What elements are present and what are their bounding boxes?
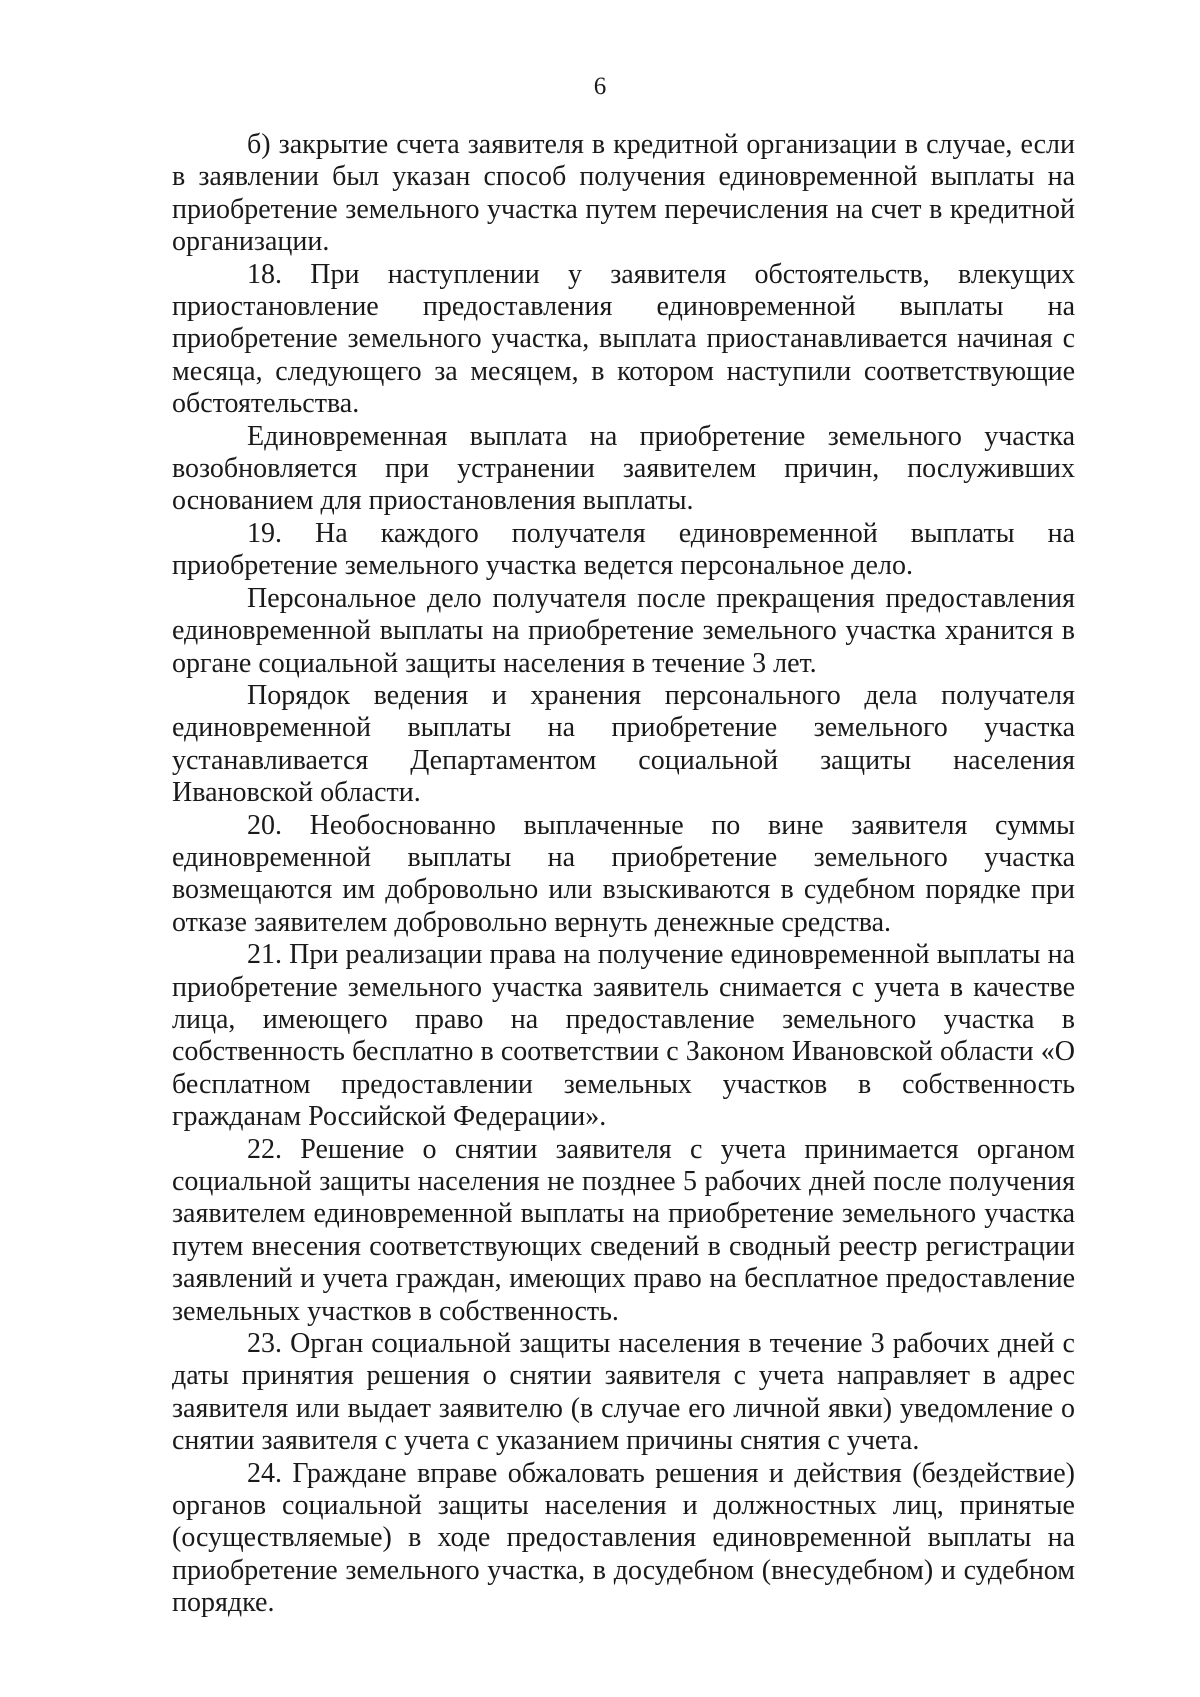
paragraph-22: 22. Решение о снятии заявителя с учета принимается органом социальной защиты населения не позднее 5 рабочих дней после получения заявителем единовременной выплаты на приобретение земельного участка путем внесения соответствующих сведений в сводный реестр регистрации заявлений и учета граждан, имеющих право на бесплатное предоставление земельных участков в собственность. (172, 1133, 1075, 1327)
paragraph-18: 18. При наступлении у заявителя обстоятельств, влекущих приостановление предоставления единовременной выплаты на приобретение земельного участка, выплата приостанавливается начиная с месяца, следующего за месяцем, в котором наступили соответствующие обстоятельства. (172, 258, 1075, 420)
paragraph-19-storage: Персональное дело получателя после прекращения предоставления единовременной выплаты на приобретение земельного участка хранится в органе социальной защиты населения в течение 3 лет. (172, 582, 1075, 679)
page-number: 6 (593, 73, 607, 100)
paragraph-23: 23. Орган социальной защиты населения в течение 3 рабочих дней с даты принятия решения о снятии заявителя с учета направляет в адрес заявителя или выдает заявителю (в случае его личной явки) уведомление о снятии заявителя с учета с указанием причины снятия с учета. (172, 1328, 1075, 1457)
document-body (172, 129, 1075, 1620)
paragraph-21: 21. При реализации права на получение единовременной выплаты на приобретение земельного участка заявитель снимается с учета в качестве лица, имеющего право на предоставление земельного участка в собственность бесплатно в соответствии с Законом Ивановской области «О бесплатном предоставлении земельных участков в собственность гражданам Российской Федерации». (172, 939, 1075, 1133)
paragraph-24: 24. Граждане вправе обжаловать решения и действия (бездействие) органов социальной защиты населения и должностных лиц, принятые (осуществляемые) в ходе предоставления единовременной выплаты на приобретение земельного участка, в досудебном (внесудебном) и судебном порядке. (172, 1457, 1075, 1619)
paragraph-19-procedure: Порядок ведения и хранения персонального дела получателя единовременной выплаты на приобретение земельного участка устанавливается Департаментом социальной защиты населения Ивановской области. (172, 679, 1075, 809)
paragraph-18-resumption: Единовременная выплата на приобретение земельного участка возобновляется при устранении заявителем причин, послуживших основанием для приостановления выплаты. (172, 420, 1075, 517)
paragraph-20: 20. Необоснованно выплаченные по вине заявителя суммы единовременной выплаты на приобретение земельного участка возмещаются им добровольно или взыскиваются в судебном порядке при отказе заявителем добровольно вернуть денежные средства. (172, 809, 1075, 938)
paragraph-closing-account: б) закрытие счета заявителя в кредитной организации в случае, если в заявлении был указан способ получения единовременной выплаты на приобретение земельного участка путем перечисления на счет в кредитной организации. (172, 129, 1075, 258)
paragraph-19: 19. На каждого получателя единовременной выплаты на приобретение земельного участка ведется персональное дело. (172, 517, 1075, 582)
